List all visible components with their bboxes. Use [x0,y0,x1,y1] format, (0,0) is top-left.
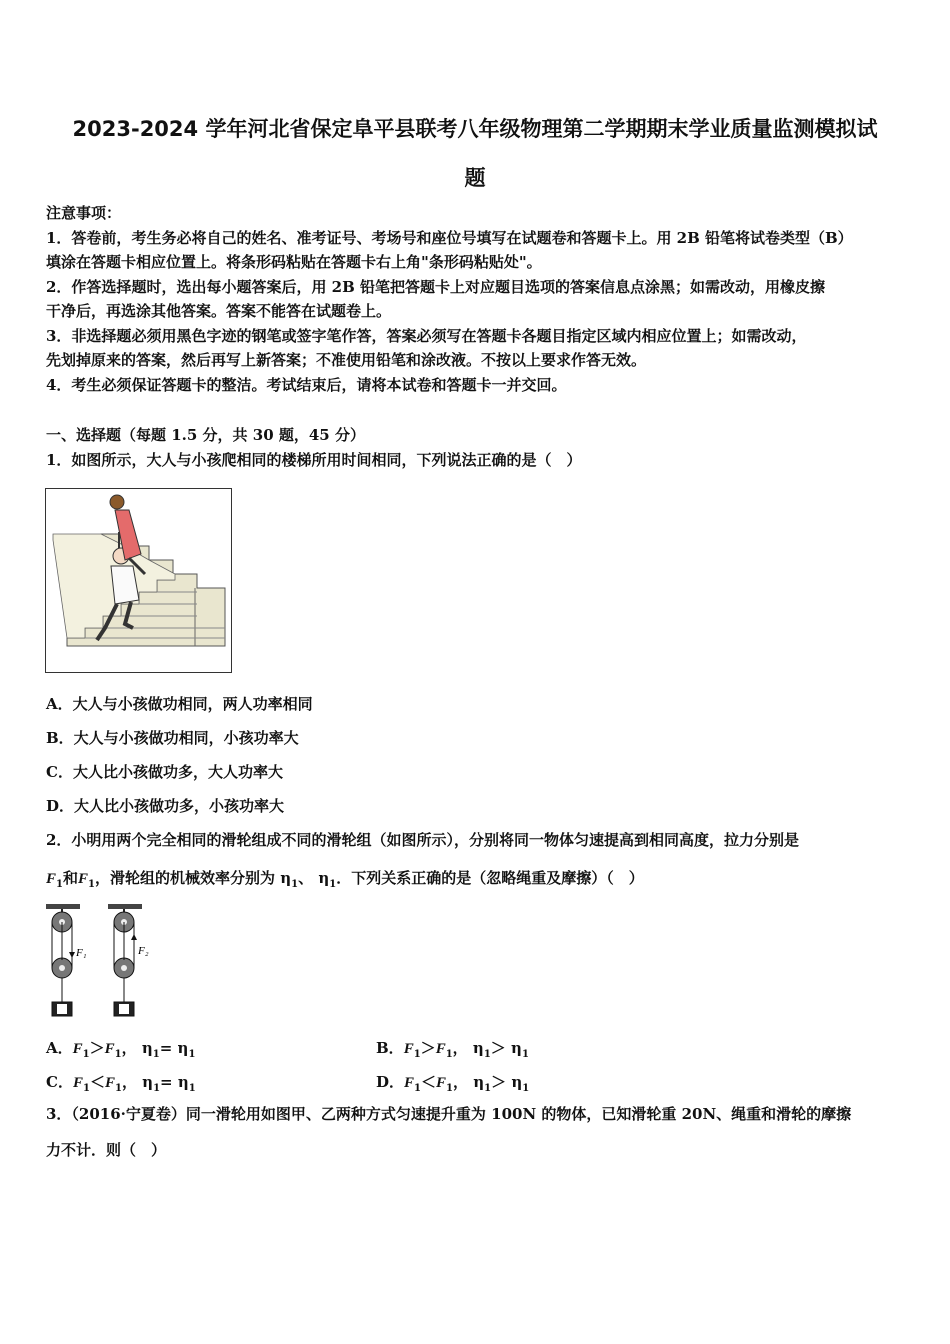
notice-line: 先划掉原来的答案，然后再写上新答案；不准使用铅笔和涂改液。不按以上要求作答无效。 [46,351,647,369]
notice-line: 3．非选择题必须用黑色字迹的钢笔或签字笔作答，答案必须写在答题卡各题目指定区域内相应位置上；如需改动， [46,327,807,345]
notice-line: 4．考生必须保证答题卡的整洁。考试结束后，请将本试卷和答题卡一并交回。 [46,376,567,394]
subscript: 1 [88,879,95,890]
force-label-f1: F₁ [76,947,87,959]
stem-text: ．下列关系正确的是（忽略绳重及摩擦）（ ） [336,869,644,887]
subscript: 1 [56,879,63,890]
page-title-continued: 题 [464,166,486,190]
question-2-option-d: D．$F_1<F_1$， $\eta_1> \eta_1$ [376,1073,530,1094]
question-1-option-c: C．大人比小孩做功多，大人功率大 [46,763,283,781]
stem-text: ，滑轮组的机械效率分别为 [94,869,275,887]
question-1-option-d: D．大人比小孩做功多，小孩功率大 [46,797,285,815]
notice-heading: 注意事项： [46,204,122,222]
eta-symbol: η [318,869,330,887]
stairs-figure [45,488,233,678]
eta-symbol: η [280,869,292,887]
page-title: 2023-2024 学年河北省保定阜平县联考八年级物理第二学期期末学业质量监测模拟试 [72,117,878,141]
question-1-option-a: A．大人与小孩做功相同，两人功率相同 [46,695,313,713]
question-3-stem-line2: 力不计．则（ ） [46,1141,167,1159]
question-2-option-a: A．$F_1>F_1$， $\eta_1= \eta_1$ [46,1039,196,1060]
force-symbol: F [78,871,89,887]
question-2-option-c: C．$F_1<F_1$， $\eta_1= \eta_1$ [46,1073,196,1094]
question-1-option-b: B．大人与小孩做功相同，小孩功率大 [46,729,299,747]
conjunction: 和 [62,869,78,887]
subscript: 1 [329,879,337,890]
notice-line: 干净后，再选涂其他答案。答案不能答在试题卷上。 [46,302,392,320]
force-symbol: F [46,871,57,887]
force-label-f2: F₂ [138,945,149,957]
question-1-stem: 1．如图所示，大人与小孩爬相同的楼梯所用时间相同，下列说法正确的是（ ） [46,451,582,469]
pulley-figure [40,900,170,1026]
notice-line: 1．答卷前，考生务必将自己的姓名、准考证号、考场号和座位号填写在试题卷和答题卡上。用 2B 铅笔将试卷类型（B） [46,229,853,247]
question-2-option-b: B．$F_1>F_1$， $\eta_1> \eta_1$ [376,1039,529,1060]
section-heading: 一、选择题（每题 1.5 分，共 30 题，45 分） [46,426,365,444]
question-3-stem-line1: 3．（2016·宁夏卷）同一滑轮用如图甲、乙两种方式匀速提升重为 100N 的物体，已知滑轮重 20N、绳重和滑轮的摩擦 [46,1105,852,1123]
question-2-stem-line2: $F_1$和$F_1$，滑轮组的机械效率分别为 $\eta_1$、 $\eta_1$．下列关系正确的是（忽略绳重及摩擦）（ ） [46,869,644,890]
notice-line: 填涂在答题卡相应位置上。将条形码粘贴在答题卡右上角"条形码粘贴处"。 [46,253,542,271]
subscript: 1 [291,879,299,890]
notice-line: 2．作答选择题时，选出每小题答案后，用 2B 铅笔把答题卡上对应题目选项的答案信息点涂黑；如需改动，用橡皮擦 [46,278,826,296]
question-2-stem-line1: 2．小明用两个完全相同的滑轮组成不同的滑轮组（如图所示），分别将同一物体匀速提高到相同高度，拉力分别是 [46,831,799,849]
